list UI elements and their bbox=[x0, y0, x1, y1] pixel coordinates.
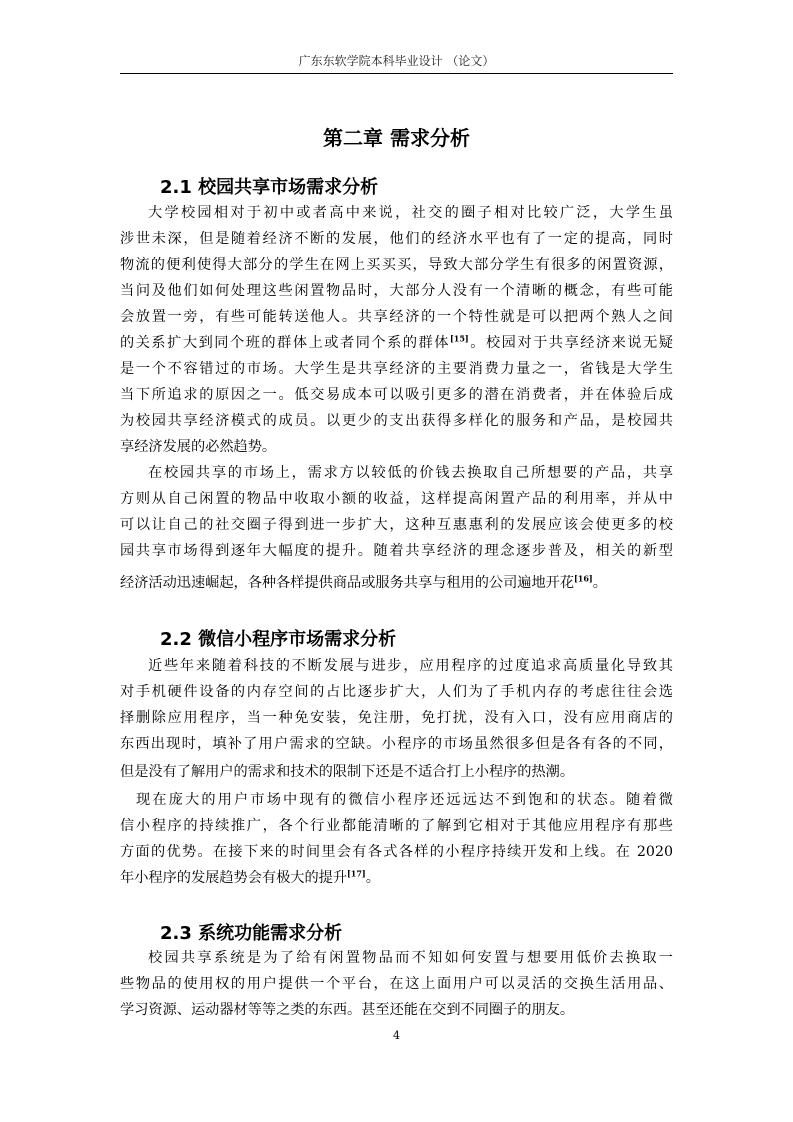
paragraph-line: 涉世未深，但是随着经济不断的发展，他们的经济水平也有了一定的提高，同时 bbox=[120, 231, 673, 247]
chapter-title: 第二章 需求分析 bbox=[323, 126, 470, 150]
text-run: 的关系扩大到同个班的群体上或者同个系的群体 bbox=[120, 335, 450, 351]
page-number: 4 bbox=[393, 1029, 400, 1042]
text-run: 。校园对于共享经济来说无疑 bbox=[468, 335, 673, 351]
paragraph-line: 是一个不容错过的市场。大学生是共享经济的主要消费力量之一，省钱是大学生 bbox=[120, 361, 673, 377]
paragraph-line: 大学校园相对于初中或者高中来说，社交的圈子相对比较广泛，大学生虽 bbox=[148, 205, 673, 221]
paragraph-line-with-citation bbox=[120, 573, 607, 593]
header-rule bbox=[120, 73, 673, 74]
text-run: 。 bbox=[365, 870, 380, 886]
text-run: 。 bbox=[592, 575, 607, 591]
section-title-2-2: 2.2 微信小程序市场需求分析 bbox=[160, 629, 397, 650]
text-run: 经济活动迅速崛起，各种各样提供商品或服务共享与租用的公司遍地开花 bbox=[120, 575, 575, 591]
page-header: 广东东软学院本科毕业设计 （论文） bbox=[298, 54, 495, 68]
paragraph-line: 在校园共享的市场上，需求方以较低的价钱去换取自己所想要的产品，共享 bbox=[148, 465, 673, 481]
section-title-2-3: 2.3 系统功能需求分析 bbox=[160, 923, 343, 944]
paragraph-line: 信小程序的持续推广，各个行业都能清晰的了解到它相对于其他应用程序有那些 bbox=[120, 818, 673, 834]
paragraph-line: 东西出现时，填补了用户需求的空缺。小程序的市场虽然很多但是各有各的不同， bbox=[120, 736, 673, 752]
paragraph-line: 为校园共享经济模式的成员。以更少的支出获得多样化的服务和产品，是校园共 bbox=[120, 413, 673, 429]
paragraph-line-with-citation bbox=[120, 868, 380, 888]
paragraph-line: 当下所追求的原因之一。低交易成本可以吸引更多的潜在消费者，并在体验后成 bbox=[120, 387, 673, 403]
paragraph-line: 校园共享系统是为了给有闲置物品而不知如何安置与想要用低价去换取一 bbox=[148, 950, 673, 966]
paragraph-line: 享经济发展的必然趋势。 bbox=[120, 439, 277, 455]
paragraph-line: 可以让自己的社交圈子得到进一步扩大，这种互惠惠利的发展应该会使更多的校 bbox=[120, 517, 673, 533]
paragraph-line: 但是没有了解用户的需求和技术的限制下还是不适合打上小程序的热潮。 bbox=[120, 764, 575, 780]
paragraph-line-with-citation bbox=[120, 333, 673, 353]
paragraph-line: 方面的优势。在接下来的时间里会有各式各样的小程序持续开发和上线。在 2020 bbox=[120, 844, 673, 860]
paragraph-line: 方则从自己闲置的物品中收取小额的收益，这样提高闲置产品的利用率，并从中 bbox=[120, 491, 673, 507]
paragraph-line: 物流的便利使得大部分的学生在网上买买买，导致大部分学生有很多的闲置资源， bbox=[120, 257, 673, 273]
paragraph-line: 择删除应用程序，当一种免安装，免注册，免打扰，没有入口，没有应用商店的 bbox=[120, 710, 673, 726]
citation-15: [15] bbox=[450, 333, 469, 344]
paragraph-line: 会放置一旁，有些可能转送他人。共享经济的一个特性就是可以把两个熟人之间 bbox=[120, 309, 673, 325]
paragraph-line: 学习资源、运动器材等等之类的东西。甚至还能在交到不同圈子的朋友。 bbox=[120, 1002, 575, 1018]
paragraph-line: 现在庞大的用户市场中现有的微信小程序还远远达不到饱和的状态。随着微 bbox=[136, 792, 673, 808]
text-run: 年小程序的发展趋势会有极大的提升 bbox=[120, 870, 348, 886]
paragraph-line: 对手机硬件设备的内存空间的占比逐步扩大，人们为了手机内存的考虑往往会选 bbox=[120, 684, 673, 700]
paragraph-line: 些物品的使用权的用户提供一个平台，在这上面用户可以灵活的交换生活用品、 bbox=[120, 976, 673, 992]
citation-16: [16] bbox=[574, 573, 593, 584]
section-title-2-1: 2.1 校园共享市场需求分析 bbox=[160, 177, 379, 198]
paragraph-line: 当问及他们如何处理这些闲置物品时，大部分人没有一个清晰的概念，有些可能 bbox=[120, 283, 673, 299]
paragraph-line: 近些年来随着科技的不断发展与进步，应用程序的过度追求高质量化导致其 bbox=[148, 658, 673, 674]
citation-17: [17] bbox=[347, 868, 366, 879]
paragraph-line: 园共享市场得到逐年大幅度的提升。随着共享经济的理念逐步普及，相关的新型 bbox=[120, 543, 673, 559]
